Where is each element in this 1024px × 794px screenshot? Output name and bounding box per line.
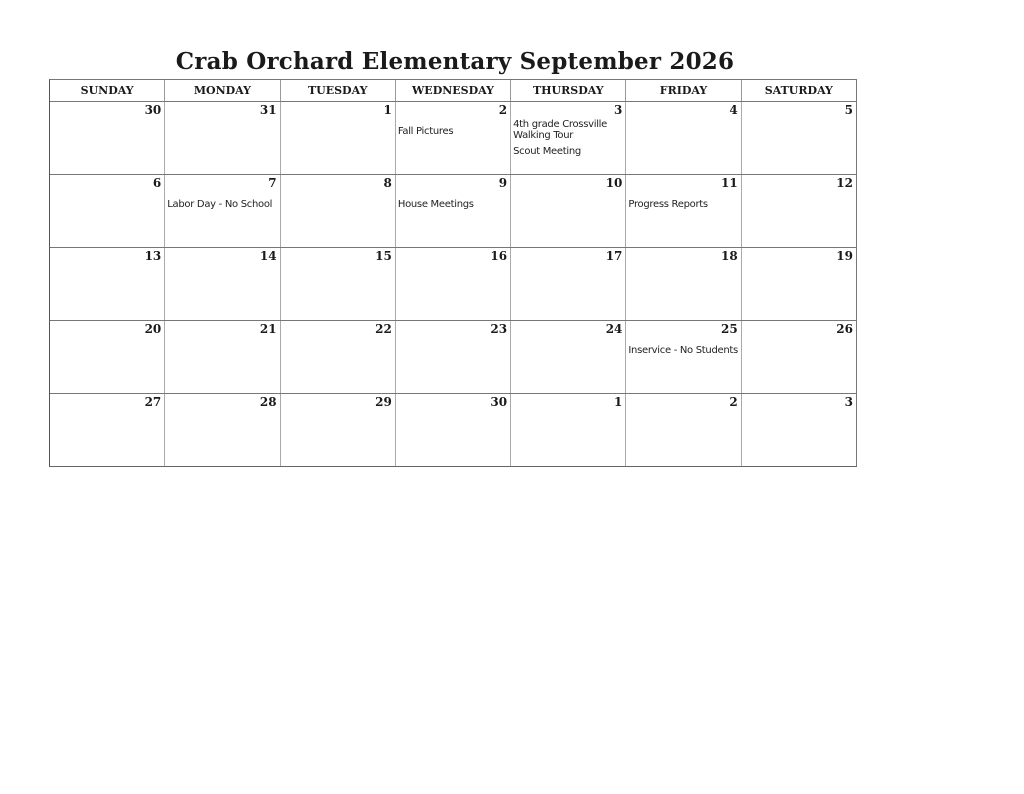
event-list [513, 118, 623, 157]
calendar-weeks [50, 102, 856, 466]
day-cell[interactable] [626, 175, 741, 247]
weekday-header-saturday: SATURDAY [764, 84, 833, 97]
date-number: 4 [729, 103, 738, 117]
weekday-header-tuesday: TUESDAY [281, 80, 396, 101]
week-row [50, 321, 856, 394]
day-cell[interactable] [511, 175, 626, 247]
date-number: 3 [844, 395, 853, 409]
event-list [628, 337, 738, 356]
day-cell[interactable] [50, 102, 165, 174]
date-number: 12 [836, 176, 853, 190]
calendar-title: Crab Orchard Elementary September 2026 [175, 48, 735, 75]
date-number: 7 [268, 176, 277, 190]
date-number: 28 [259, 395, 277, 409]
calendar-event: Inservice - No Students [628, 345, 738, 356]
day-cell[interactable] [626, 321, 741, 393]
date-number: 15 [375, 249, 392, 263]
calendar-event: Fall Pictures [397, 126, 454, 137]
event-list [167, 191, 277, 210]
date-number: 3 [614, 103, 623, 117]
date-number: 26 [836, 322, 853, 336]
date-number: 5 [844, 103, 853, 117]
event-list [628, 191, 738, 210]
day-cell[interactable] [165, 321, 280, 393]
date-number: 9 [498, 176, 508, 190]
weekday-header-thursday: THURSDAY [511, 80, 626, 101]
date-number: 16 [490, 249, 508, 263]
day-cell[interactable] [281, 102, 396, 174]
date-number: 30 [144, 103, 162, 117]
day-cell[interactable] [396, 321, 511, 393]
calendar-event: 4th grade Crossville Walking Tour [513, 119, 608, 141]
month-calendar [49, 79, 857, 467]
day-cell[interactable] [50, 175, 165, 247]
day-cell[interactable] [742, 102, 856, 174]
weekday-header-wednesday: WEDNESDAY [396, 80, 511, 101]
date-number: 27 [144, 395, 162, 409]
weekday-header-friday: FRIDAY [626, 80, 741, 101]
date-number: 1 [614, 395, 623, 409]
date-number: 2 [498, 103, 508, 117]
day-cell[interactable] [281, 394, 396, 466]
calendar-event: Scout Meeting [513, 146, 581, 157]
day-cell[interactable] [742, 248, 856, 320]
date-number: 24 [605, 322, 623, 336]
week-row [50, 102, 856, 175]
day-cell[interactable] [742, 321, 856, 393]
week-row [50, 394, 856, 466]
week-row [50, 175, 856, 248]
day-cell[interactable] [165, 248, 280, 320]
calendar-event: House Meetings [397, 199, 474, 210]
day-cell[interactable] [50, 321, 165, 393]
day-cell[interactable] [742, 394, 856, 466]
date-number: 1 [383, 103, 392, 117]
day-cell[interactable] [165, 102, 280, 174]
day-cell[interactable] [626, 102, 741, 174]
day-cell[interactable] [396, 394, 511, 466]
day-cell[interactable] [396, 102, 511, 174]
date-number: 11 [720, 176, 738, 190]
date-number: 21 [259, 322, 277, 336]
day-cell[interactable] [626, 394, 741, 466]
day-cell[interactable] [511, 321, 626, 393]
calendar-event: Labor Day - No School [167, 199, 273, 210]
date-number: 8 [383, 176, 392, 190]
date-number: 18 [720, 249, 738, 263]
weekday-header-row [50, 80, 856, 102]
day-cell[interactable] [742, 175, 856, 247]
day-cell[interactable] [396, 175, 511, 247]
weekday-header-monday: MONDAY [165, 80, 280, 101]
date-number: 23 [490, 322, 508, 336]
date-number: 31 [259, 103, 277, 117]
day-cell[interactable] [396, 248, 511, 320]
day-cell[interactable] [281, 248, 396, 320]
date-number: 19 [836, 249, 853, 263]
date-number: 2 [729, 395, 738, 409]
date-number: 30 [490, 395, 508, 409]
date-number: 17 [605, 249, 623, 263]
date-number: 20 [144, 322, 162, 336]
week-row [50, 248, 856, 321]
event-list [398, 191, 508, 210]
event-list [398, 118, 508, 137]
day-cell[interactable] [50, 248, 165, 320]
day-cell[interactable] [281, 321, 396, 393]
date-number: 22 [375, 322, 392, 336]
date-number: 6 [152, 176, 162, 190]
date-number: 10 [605, 176, 623, 190]
day-cell[interactable] [511, 102, 626, 174]
date-number: 13 [144, 249, 162, 263]
day-cell[interactable] [165, 175, 280, 247]
date-number: 25 [720, 322, 738, 336]
date-number: 29 [375, 395, 392, 409]
date-number: 14 [259, 249, 277, 263]
day-cell[interactable] [511, 394, 626, 466]
day-cell[interactable] [626, 248, 741, 320]
day-cell[interactable] [511, 248, 626, 320]
day-cell[interactable] [281, 175, 396, 247]
day-cell[interactable] [50, 394, 165, 466]
calendar-event: Progress Reports [628, 199, 708, 210]
weekday-header-sunday: SUNDAY [50, 80, 165, 101]
day-cell[interactable] [165, 394, 280, 466]
